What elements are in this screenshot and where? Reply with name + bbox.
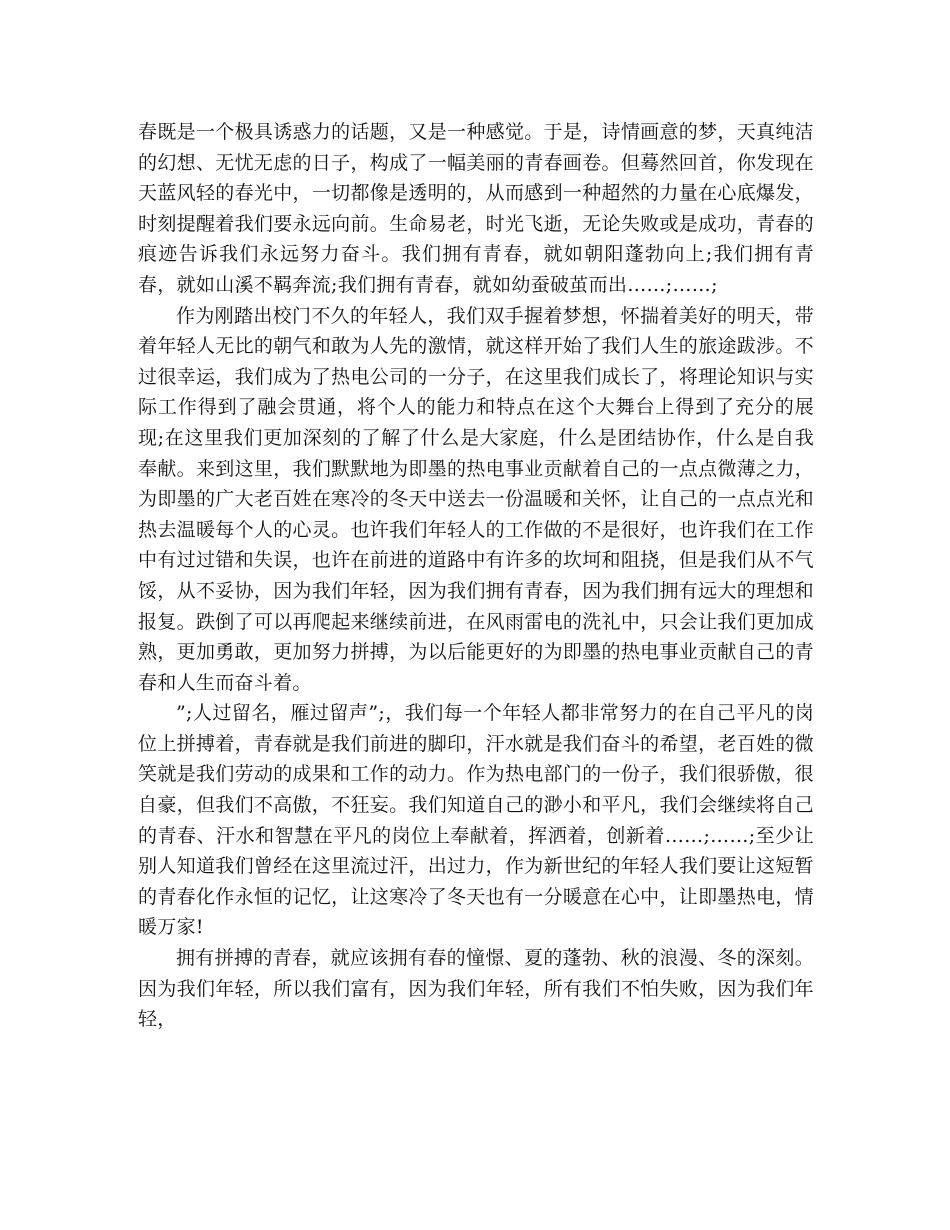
paragraph-3: ”;人过留名，雁过留声”;，我们每一个年轻人都非常努力的在自己平凡的岗位上拼搏着，青春就是我们前进的脚印，汗水就是我们奋斗的希望，老百姓的微笑就是我们劳动的成果和工作的动力。作为热电部门的一份子，我们很骄傲，很自豪，但我们不高傲，不狂妄。我们知道自己的渺小和平凡，我们会继续将自己的青春、汗水和智慧在平凡的岗位上奉献着，挥洒着，创新着……;……;至少让别人知道我们曾经在这里流过汗，出过力，作为新世纪的年轻人我们要让这短暂的青春化作永恒的记忆，让这寒冷了冬天也有一分暖意在心中，让即墨热电，情暖万家! — [138, 702, 814, 939]
document-body — [138, 117, 814, 1035]
paragraph-1: 春既是一个极具诱惑力的话题，又是一种感觉。于是，诗情画意的梦，天真纯洁的幻想、无忧无虑的日子，构成了一幅美丽的青春画卷。但蓦然回首，你发现在天蓝风轻的春光中，一切都像是透明的，从而感到一种超然的力量在心底爆发，时刻提醒着我们要永远向前。生命易老，时光飞逝，无论失败或是成功，青春的痕迹告诉我们永远努力奋斗。我们拥有青春，就如朝阳蓬勃向上;我们拥有青春，就如山溪不羁奔流;我们拥有青春，就如幼蚕破茧而出……;……; — [138, 121, 814, 296]
paragraph-4: 拥有拼搏的青春，就应该拥有春的憧憬、夏的蓬勃、秋的浪漫、冬的深刻。因为我们年轻，所以我们富有，因为我们年轻，所有我们不怕失败，因为我们年轻， — [138, 947, 814, 1031]
paragraph-2: 作为刚踏出校门不久的年轻人，我们双手握着梦想，怀揣着美好的明天，带着年轻人无比的朝气和敢为人先的激情，就这样开始了我们人生的旅途跋涉。不过很幸运，我们成为了热电公司的一分子，在这里我们成长了，将理论知识与实际工作得到了融会贯通，将个人的能力和特点在这个大舞台上得到了充分的展现;在这里我们更加深刻的了解了什么是大家庭，什么是团结协作，什么是自我奉献。来到这里，我们默默地为即墨的热电事业贡献着自己的一点点微薄之力，为即墨的广大老百姓在寒冷的冬天中送去一份温暖和关怀，让自己的一点点光和热去温暖每个人的心灵。也许我们年轻人的工作做的不是很好，也许我们在工作中有过过错和失误，也许在前进的道路中有许多的坎坷和阻挠，但是我们从不气馁，从不妥协，因为我们年轻，因为我们拥有青春，因为我们拥有远大的理想和报复。跌倒了可以再爬起来继续前进，在风雨雷电的洗礼中，只会让我们更加成熟，更加勇敢，更加努力拼搏，为以后能更好的为即墨的热电事业贡献自己的青春和人生而奋斗着。 — [138, 304, 814, 694]
